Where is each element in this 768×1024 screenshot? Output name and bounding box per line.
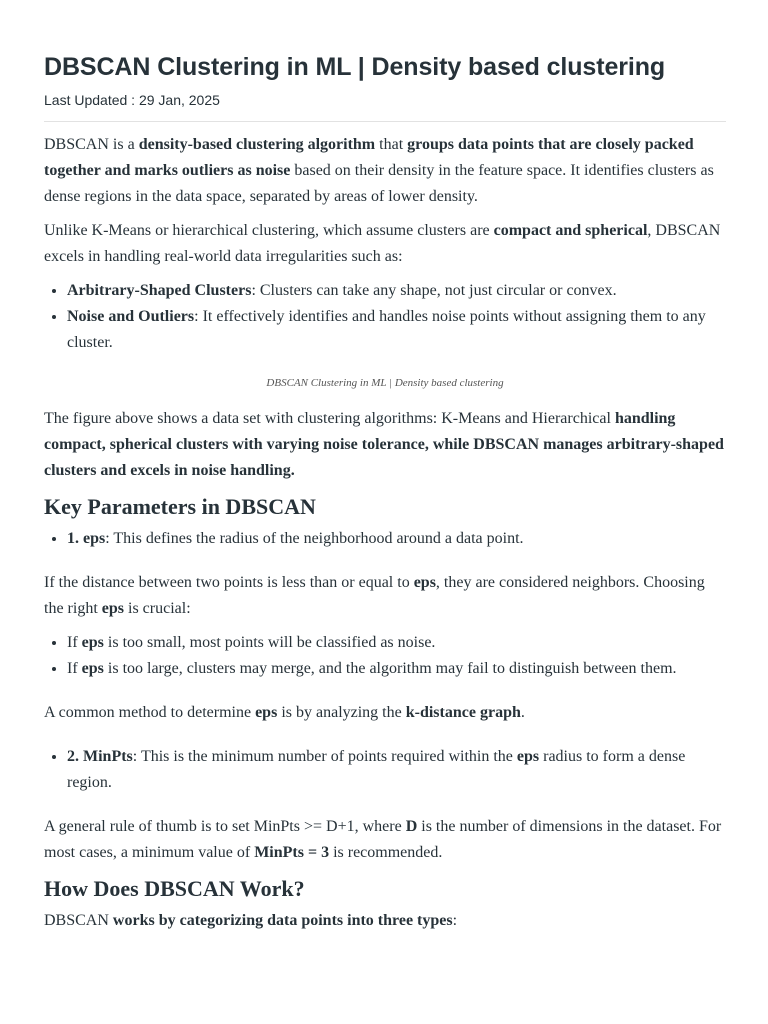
list-item: [67, 630, 726, 656]
list-item: [67, 304, 726, 356]
spacer: [44, 690, 726, 700]
text: radius to form a dense region.: [67, 748, 686, 791]
bold-text: handling compact, spherical clusters with varying noise tolerance, while DBSCAN manages arbitrary-shaped clusters and excels in noise handling.: [44, 410, 724, 479]
text: is crucial:: [124, 600, 191, 617]
intro-paragraph-1: [44, 132, 726, 210]
k-distance-paragraph: [44, 700, 726, 726]
bold-text: Arbitrary-Shaped Clusters: [67, 282, 252, 299]
list-item: [67, 656, 726, 682]
bold-text: eps: [255, 704, 278, 721]
bold-text: 2. MinPts: [67, 748, 133, 765]
text: .: [520, 704, 525, 721]
text: If: [67, 634, 82, 651]
article-title: DBSCAN Clustering in ML | Density based clustering: [44, 53, 666, 81]
eps-paragraph: [44, 570, 726, 622]
text: that: [375, 136, 408, 153]
bold-text: eps: [413, 574, 436, 591]
text: The figure above shows a data set with clustering algorithms: K-Means and Hierarchical: [44, 410, 615, 427]
article-body: [44, 132, 726, 942]
how-paragraph: [44, 908, 726, 934]
bold-text: eps: [81, 660, 104, 677]
minpts-paragraph: [44, 814, 726, 866]
text: DBSCAN is a: [44, 136, 139, 153]
bold-text: MinPts = 3: [254, 844, 330, 861]
text: : It effectively identifies and handles noise points without assigning them to any cluster.: [67, 308, 706, 351]
list-item: [67, 278, 726, 304]
text: is too small, most points will be classified as noise.: [103, 634, 436, 651]
text: DBSCAN: [44, 912, 113, 929]
eps-list: [44, 526, 726, 552]
bold-text: k-distance graph: [405, 704, 521, 721]
last-updated: Last Updated : 29 Jan, 2025: [44, 92, 220, 108]
bold-text: groups data points that are closely packed together and marks outliers as noise: [44, 136, 694, 179]
list-item: [67, 744, 726, 796]
header-divider: [44, 121, 726, 122]
bold-text: eps: [101, 600, 124, 617]
text: is the number of dimensions in the dataset. For most cases, a minimum value of: [44, 818, 722, 861]
bold-text: D: [405, 818, 418, 835]
bold-text: 1. eps: [67, 530, 106, 547]
section-heading-key-parameters: Key Parameters in DBSCAN: [44, 494, 316, 519]
text: :: [452, 912, 458, 929]
text: : This is the minimum number of points required within the: [132, 748, 517, 765]
section-heading-how-it-works: How Does DBSCAN Work?: [44, 876, 305, 901]
text: If: [67, 660, 82, 677]
text: A common method to determine: [44, 704, 256, 721]
text: , DBSCAN excels in handling real-world data irregularities such as:: [44, 222, 721, 265]
text: A general rule of thumb is to set MinPts >= D+1, where: [44, 818, 406, 835]
spacer: [44, 560, 726, 570]
text: If the distance between two points is less than or equal to: [44, 574, 414, 591]
text: , they are considered neighbors. Choosing the right: [44, 574, 705, 617]
text: : Clusters can take any shape, not just circular or convex.: [251, 282, 617, 299]
bold-text: Noise and Outliers: [67, 308, 195, 325]
spacer: [44, 804, 726, 814]
minpts-list: [44, 744, 726, 796]
intro-paragraph-2: [44, 218, 726, 270]
text: is recommended.: [329, 844, 443, 861]
text: Unlike K-Means or hierarchical clustering, which assume clusters are: [44, 222, 494, 239]
text: based on their density in the feature space. It identifies clusters as dense regions in the data space, separated by areas of lower density.: [44, 162, 714, 205]
bold-text: eps: [81, 634, 104, 651]
text: : This defines the radius of the neighborhood around a data point.: [105, 530, 524, 547]
bold-text: works by categorizing data points into three types: [112, 912, 453, 929]
list-item: [67, 526, 726, 552]
bold-text: density-based clustering algorithm: [138, 136, 376, 153]
text: is too large, clusters may merge, and the algorithm may fail to distinguish between them.: [103, 660, 677, 677]
bold-text: eps: [516, 748, 540, 765]
bold-text: compact and spherical: [493, 222, 648, 239]
text: is by analyzing the: [277, 704, 406, 721]
figure-description: [44, 406, 726, 484]
figure-caption: DBSCAN Clustering in ML | Density based clustering: [266, 377, 504, 389]
features-list: [44, 278, 726, 356]
spacer: [44, 734, 726, 744]
eps-effects-list: [44, 630, 726, 682]
